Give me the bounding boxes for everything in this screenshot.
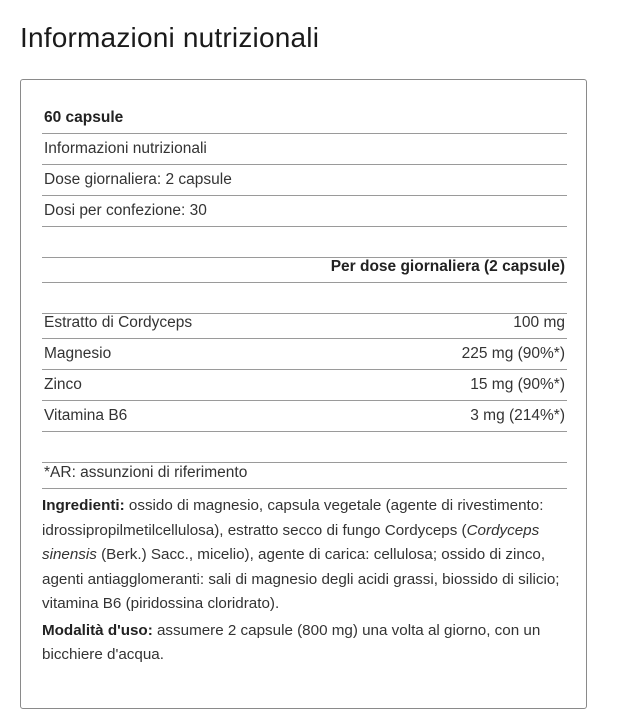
info-label-row — [42, 134, 567, 165]
nutrition-facts-panel — [20, 79, 587, 709]
info-label: Informazioni nutrizionali — [44, 140, 207, 157]
doses-per-pack-row — [42, 196, 567, 227]
doses-per-pack-label: Dosi per confezione: 30 — [44, 202, 207, 219]
footnote: *AR: assunzioni di riferimento — [44, 464, 248, 481]
package-size-label: 60 capsule — [44, 109, 124, 126]
table-row — [42, 339, 567, 370]
ingredients-label: Ingredienti: — [42, 497, 125, 514]
nutrient-value: 225 mg (90%*) — [461, 345, 565, 362]
column-header-row — [42, 252, 567, 283]
package-size — [42, 103, 567, 134]
nutrient-name: Magnesio — [44, 345, 112, 362]
nutrient-name: Zinco — [44, 376, 82, 393]
nutrient-name: Estratto di Cordyceps — [44, 314, 193, 331]
page-title: Informazioni nutrizionali — [20, 22, 320, 53]
nutrient-value: 100 mg — [513, 314, 565, 331]
column-header: Per dose giornaliera (2 capsule) — [330, 258, 565, 275]
usage-label: Modalità d'uso: — [42, 621, 153, 639]
product-notes — [42, 494, 567, 668]
table-row — [42, 370, 567, 401]
usage-text: Modalità d'uso: assumere 2 capsule (800 mg) una volta al giorno, con un bicchiere d'acqua. — [42, 621, 541, 663]
table-row — [42, 401, 567, 432]
ingredients-text: Ingredienti: ossido di magnesio, capsula vegetale (agente di rivestimento: idrossipropilmetilcellulosa), estratto secco di fungo Cordyceps (Cordyceps sinensis (Berk.) Sacc., micelio), agente di carica: cellulosa; ossido di zinco, agenti antiagglomeranti: sali di magnesio degli acidi grassi, biossido di silicio; vitamina B6 (piridossina cloridrato). — [42, 497, 560, 612]
nutrient-name: Vitamina B6 — [44, 407, 128, 424]
species-name: Cordyceps sinensis — [42, 521, 540, 563]
daily-dose-label: Dose giornaliera: 2 capsule — [44, 171, 232, 188]
footnote-row — [42, 458, 567, 489]
table-row — [42, 308, 567, 339]
daily-dose-row — [42, 165, 567, 196]
nutrient-value: 3 mg (214%*) — [470, 407, 565, 424]
nutrient-value: 15 mg (90%*) — [470, 376, 565, 393]
